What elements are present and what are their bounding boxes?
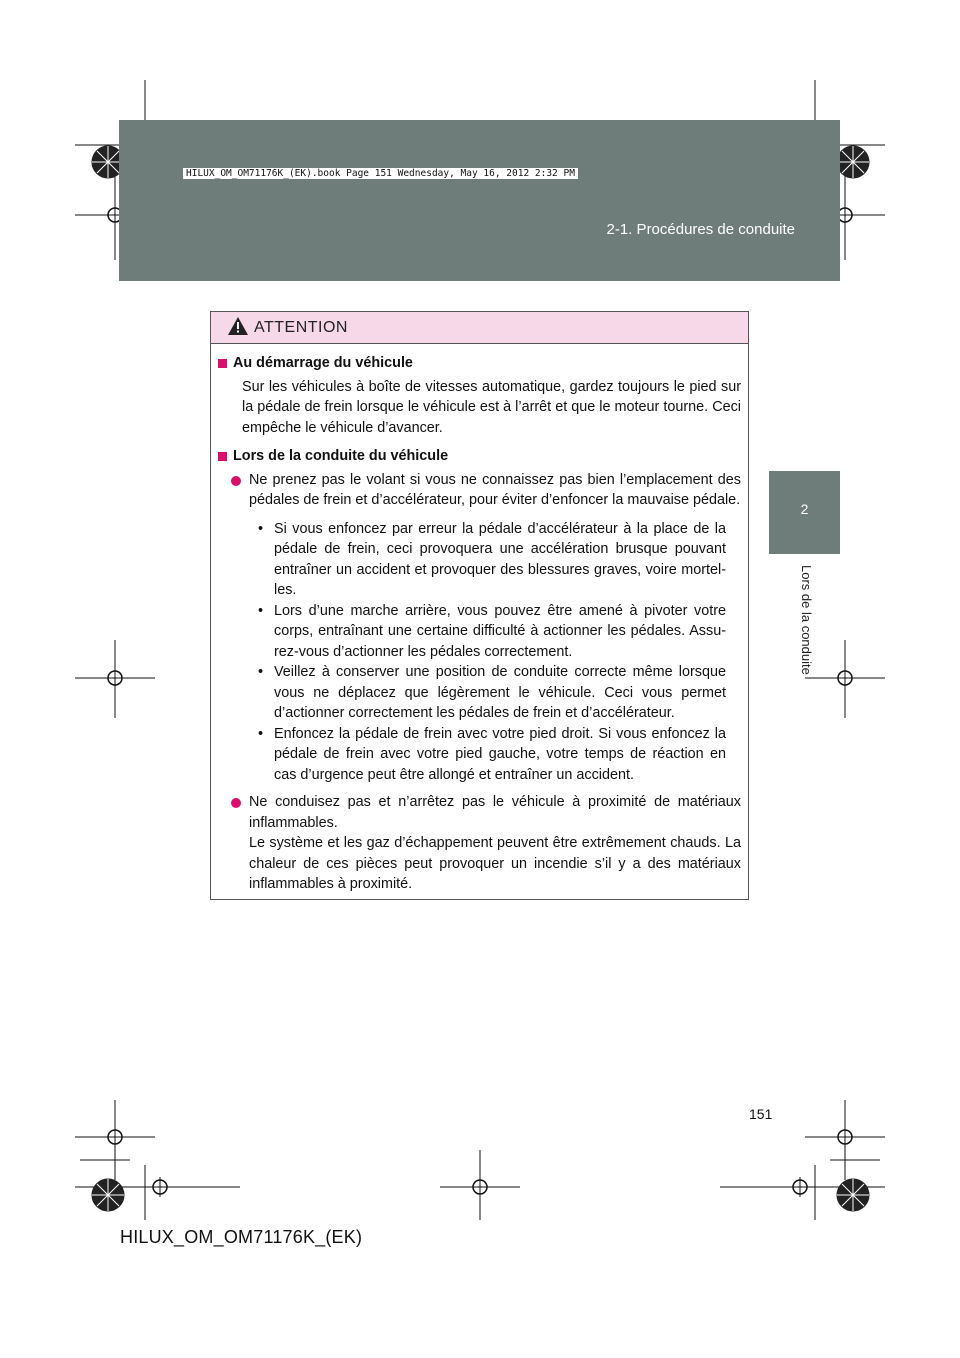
sub-item: • Si vous enfoncez par erreur la pédale d’accélérateur à la place de la pédale de frein, ceci provoquera une accélération brusque pouvant entraîner un accident et provoquer des blessures graves, voire mortel-les. <box>258 520 726 598</box>
book-meta: HILUX_OM_OM71176K_(EK).book Page 151 Wednesday, May 16, 2012 2:32 PM <box>183 168 578 179</box>
circle-bullet-icon <box>231 798 241 808</box>
warning-box <box>210 311 749 900</box>
circle-bullet-icon <box>231 476 241 486</box>
square-bullet-icon <box>218 452 227 461</box>
chapter-label: Lors de la conduite <box>799 565 814 675</box>
header-band <box>119 120 840 281</box>
warning-title: ATTENTION <box>254 319 348 336</box>
bullet-item: Ne conduisez pas et n’arrêtez pas le véhicule à proximité de matériaux inflammables. Le système et les gaz d’échappement peuvent être extrêmement chauds. La chaleur de ces pièces peut provoquer un incendie s’il y a des matériaux inflammables à proximité. <box>218 792 741 895</box>
section-heading: Au démarrage du véhicule <box>233 355 413 371</box>
warning-header <box>211 312 748 344</box>
section-driving <box>218 446 741 895</box>
section-heading: Lors de la conduite du véhicule <box>233 448 449 464</box>
sub-item: • Veillez à conserver une position de conduite correcte même lorsque vous ne déplacez que légèrement le véhicule. Ceci vous permet d’actionner correctement les pédales de frein et d’accélérateur. <box>258 664 726 721</box>
page-number: 151 <box>749 1106 773 1122</box>
warning-triangle-icon <box>228 317 248 335</box>
section-start <box>218 353 741 438</box>
sub-list <box>218 519 741 786</box>
sub-item: • Enfoncez la pédale de frein avec votre pied droit. Si vous enfoncez la pédale de frein avec votre pied gauche, votre temps de réaction en cas d’urgence peut être allongé et entraîner un accident. <box>258 725 726 783</box>
sub-item: • Lors d’une marche arrière, vous pouvez être amené à pivoter votre corps, entraînant une certaine difficulté à actionner les pédales. Assu-rez-vous d’actionner les pédales correctement. <box>258 602 726 660</box>
warning-body <box>211 344 748 895</box>
chapter-tab <box>769 471 840 554</box>
bullet-item: Ne prenez pas le volant si vous ne connaissez pas bien l’emplacement des pédales de frein et d’accélérateur, pour éviter d’enfoncer la mauvaise pédale. <box>218 470 741 511</box>
section-title: 2-1. Procédures de conduite <box>606 221 795 238</box>
section-text: Sur les véhicules à boîte de vitesses automatique, gardez toujours le pied sur la pédale de frein lorsque le véhicule est à l’arrêt et que le moteur tourne. Ceci empêche le véhicule d’avancer. <box>242 378 741 436</box>
document-code: HILUX_OM_OM71176K_(EK) <box>120 1227 363 1247</box>
square-bullet-icon <box>218 359 227 368</box>
chapter-number: 2 <box>800 501 809 517</box>
